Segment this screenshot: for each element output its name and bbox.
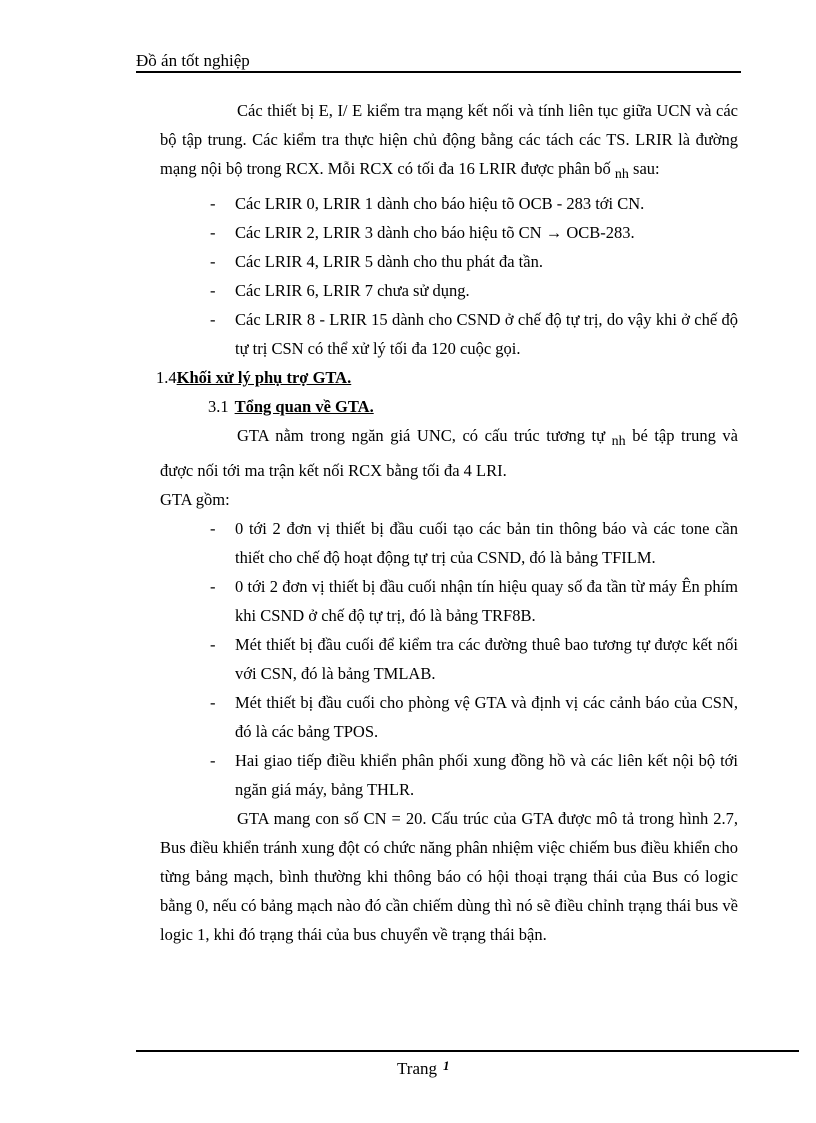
gta-intro-text-1: GTA nằm trong ngăn giá UNC, có cấu trúc tương tự: [237, 426, 612, 445]
section-heading: [156, 363, 738, 392]
list-item: [160, 276, 738, 305]
section-number: 1.4: [156, 368, 177, 387]
gta-nh-fragment: nh: [611, 434, 626, 449]
list-item-text: 0 tới 2 đơn vị thiết bị đầu cuối tạo các bản tin thông báo và các tone cần thiết cho chế độ hoạt động tự trị của CSND, đó là bảng TFILM.: [235, 519, 738, 567]
gta-composition-label: GTA gồm:: [160, 490, 230, 509]
list-item: [160, 572, 738, 630]
list-item-text: Các LRIR 6, LRIR 7 chưa sử dụng.: [235, 281, 470, 300]
page-header: Đồ án tốt nghiệp: [136, 51, 250, 70]
list-item-text: Mét thiết bị đầu cuối để kiểm tra các đường thuê bao tương tự được kết nối với CSN, đó là bảng TMLAB.: [235, 635, 738, 683]
bullet-dash: -: [210, 310, 216, 329]
gta-intro-paragraph: [160, 421, 738, 485]
section-title: Khối xử lý phụ trợ GTA.: [176, 368, 352, 387]
subsection-title: Tổng quan về GTA.: [234, 397, 374, 416]
bullet-dash: -: [210, 693, 216, 712]
document-body: [156, 96, 738, 949]
gta-intro-text-2: bé tập trung và được nối tới ma trận kết nối RCX bằng tối đa 4 LRI.: [160, 426, 738, 480]
gta-list: [160, 514, 738, 804]
closing-paragraph: GTA mang con số CN = 20. Cấu trúc của GTA được mô tả trong hình 2.7, Bus điều khiển tránh xung đột có chức năng phân nhiệm việc chiếm bus điều khiển cho từng bảng mạch, bình thường khi thông báo có hội thoại trạng thái của Bus có logic bằng 0, nếu có bảng mạch nào đó cần chiếm dùng thì nó sẽ điều chỉnh trạng thái bus về logic 1, khi đó trạng thái của bus chuyển về trạng thái bận.: [160, 809, 738, 944]
subsection-heading: [208, 392, 738, 421]
lrir-list: [160, 189, 738, 363]
list-item: [160, 630, 738, 688]
list-item: [160, 514, 738, 572]
intro-text-2: sau:: [628, 159, 660, 178]
list-item-text: Các LRIR 0, LRIR 1 dành cho báo hiệu tõ OCB - 283 tới CN.: [235, 194, 645, 213]
footer-rule: [136, 1050, 799, 1052]
bullet-dash: -: [210, 194, 216, 213]
list-item: [160, 746, 738, 804]
page-footer: [397, 1055, 450, 1080]
list-item-text: Mét thiết bị đầu cuối cho phòng vệ GTA và định vị các cảnh báo của CSN, đó là các bảng TPOS.: [235, 693, 738, 741]
page-number: 1: [443, 1058, 450, 1073]
list-item: [160, 305, 738, 363]
header-rule: [136, 71, 741, 73]
list-item: [160, 218, 738, 247]
list-item: [160, 189, 738, 218]
list-item-text: Hai giao tiếp điều khiển phân phối xung đồng hồ và các liên kết nội bộ tới ngăn giá máy, bảng THLR.: [235, 751, 738, 799]
list-item: [160, 247, 738, 276]
list-item: [160, 688, 738, 746]
bullet-dash: -: [210, 223, 216, 242]
intro-nh-fragment: nh: [614, 167, 629, 182]
intro-text-1: Các thiết bị E, I/ E kiểm tra mạng kết nối và tính liên tục giữa UCN và các bộ tập trung. Các kiểm tra thực hiện chủ động bằng các tách các TS. LRIR là đường mạng nội bộ trong RCX. Mỗi RCX có tối đa 16 LRIR được phân bố: [160, 101, 738, 178]
list-item-text: Các LRIR 4, LRIR 5 dành cho thu phát đa tần.: [235, 252, 543, 271]
intro-paragraph: [160, 96, 738, 189]
bullet-dash: -: [210, 635, 216, 654]
bullet-dash: -: [210, 281, 216, 300]
bullet-dash: -: [210, 751, 216, 770]
bullet-dash: -: [210, 252, 216, 271]
subsection-number: 3.1: [208, 397, 229, 416]
bullet-dash: -: [210, 519, 216, 538]
list-item-text: 0 tới 2 đơn vị thiết bị đầu cuối nhận tín hiệu quay số đa tần từ máy Ên phím khi CSND ở chế độ tự trị, đó là bảng TRF8B.: [235, 577, 738, 625]
footer-label: Trang: [397, 1059, 437, 1078]
list-item-text: Các LRIR 8 - LRIR 15 dành cho CSND ở chế độ tự trị, do vậy khi ở chế độ tự trị CSN có thể xử lý tối đa 120 cuộc gọi.: [235, 310, 738, 358]
bullet-dash: -: [210, 577, 216, 596]
list-item-text: Các LRIR 2, LRIR 3 dành cho báo hiệu tõ CN → OCB-283.: [235, 223, 635, 242]
